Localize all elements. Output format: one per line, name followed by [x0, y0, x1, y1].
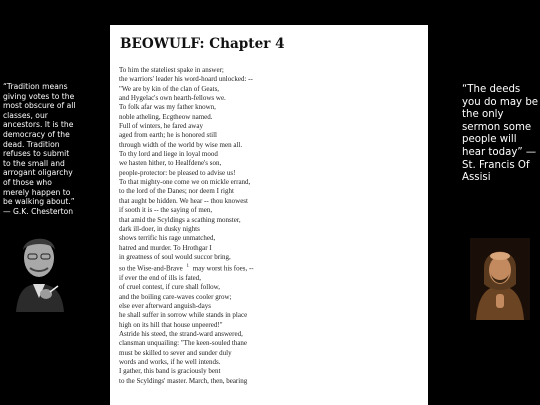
poem-line: the warriors' leader his word-hoard unlocked: -- — [119, 75, 253, 84]
chesterton-quote — [3, 82, 79, 216]
poem-line: if sooth it is -- the saying of men, — [119, 206, 213, 215]
poem-line: in greatness of soul would succor bring, — [119, 252, 231, 261]
poem-line-with-footnote — [119, 262, 419, 274]
poem-line: I gather, this band is graciously bent — [119, 367, 221, 376]
poem-line: Astride his steed, the strand-ward answered, — [119, 329, 243, 338]
chesterton-quote-text: “Tradition means giving votes to the most obscure of all classes, our ancestors. It is the democracy of the dead. Tradition refuses to submit to the small and arrogant oligarchy of those who merely happen to be walking about.” — [3, 82, 76, 207]
chapter-page — [110, 25, 428, 405]
poem-line: of cruel contest, if cure shall follow, — [119, 283, 221, 292]
poem-line: through width of the world by wise men all. — [119, 140, 243, 149]
poem-line: To thy lord and liege in loyal mood — [119, 150, 218, 159]
poem-line: high on its hill that house unpeered!" — [119, 320, 223, 329]
poem-line-part: so the Wise-and-Brave — [119, 264, 183, 273]
poem-line: that aught be hidden. We hear -- thou knowest — [119, 196, 248, 205]
poem-line: "We are by kin of the clan of Geats, — [119, 84, 220, 93]
poem-line: must be skilled to sever and sunder duly — [119, 348, 232, 357]
chapter-title: BEOWULF: Chapter 4 — [120, 36, 285, 52]
footnote-link[interactable]: 1 — [186, 264, 189, 270]
poem-line: to the lord of the Danes; nor deem I right — [119, 187, 234, 196]
poem-line: Full of winters, he fared away — [119, 122, 203, 131]
poem-line: to the Scyldings' master. March, then, bearing — [119, 376, 248, 385]
poem-line: noble atheling, Ecgtheow named. — [119, 112, 213, 121]
poem-text — [119, 66, 419, 386]
francis-quote-author: — St. Francis Of Assisi — [462, 146, 537, 184]
francis-quote — [462, 84, 540, 185]
poem-line: that amid the Scyldings a scathing monster, — [119, 215, 241, 224]
poem-line: hatred and murder. To Hrothgar I — [119, 243, 212, 252]
poem-line: dark ill-doer, in dusky nights — [119, 224, 200, 233]
poem-line: To folk afar was my father known, — [119, 103, 216, 112]
poem-line: he shall suffer in sorrow while stands in place — [119, 311, 248, 320]
poem-line: and Hygelac's own hearth-fellows we. — [119, 94, 226, 103]
francis-portrait — [470, 238, 530, 320]
poem-line: aged from earth; he is honored still — [119, 131, 217, 140]
chesterton-quote-author: — G.K. Chesterton — [3, 206, 74, 216]
chesterton-portrait — [8, 228, 70, 312]
poem-line: else ever afterward anguish-days — [119, 301, 211, 310]
poem-line: and the boiling care-waves cooler grow; — [119, 292, 232, 301]
poem-line: people-protector: be pleased to advise us! — [119, 168, 236, 177]
poem-line: we hasten hither, to Healfdene's son, — [119, 159, 222, 168]
poem-line: clansman unquailing: "The keen-souled thane — [119, 339, 248, 348]
poem-line: if ever the end of ills is fated, — [119, 273, 202, 282]
poem-line-part: may worst his foes, -- — [192, 264, 254, 273]
poem-line: To that mighty-one come we on mickle errand, — [119, 178, 251, 187]
poem-line: shows terrific his rage unmatched, — [119, 234, 216, 243]
poem-line: words and works, if he well intends. — [119, 357, 221, 366]
francis-quote-text: “The deeds you do may be the only sermon some people will hear today” — [462, 84, 539, 158]
poem-line: To him the stateliest spake in answer; — [119, 66, 224, 74]
